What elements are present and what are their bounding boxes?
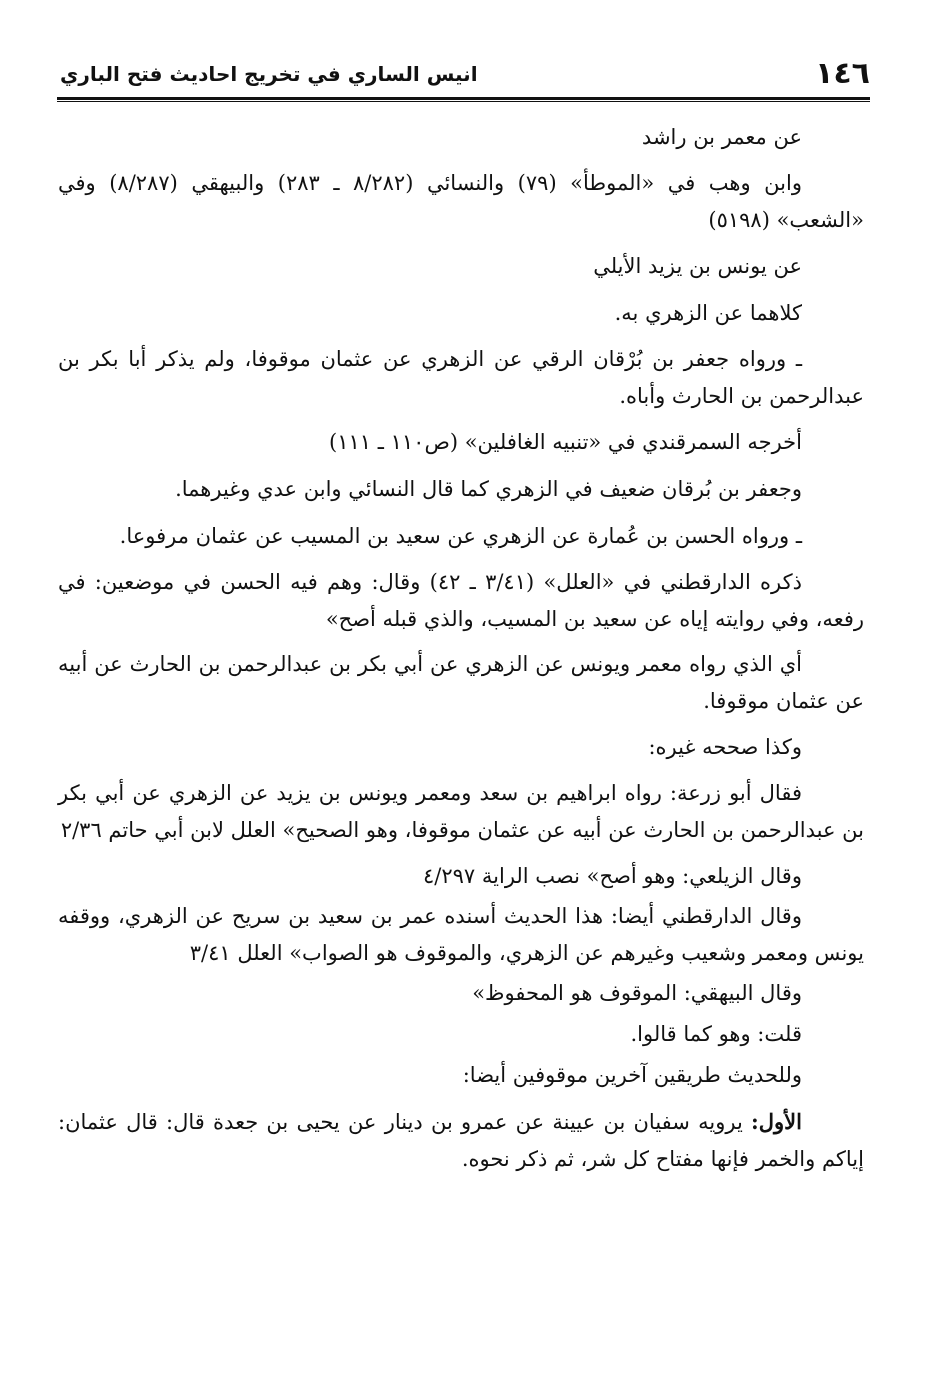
paragraph-10: أي الذي رواه معمر ويونس عن الزهري عن أبي بكر بن عبدالرحمن بن الحارث عن أبيه عن عثمان موقوفا. <box>58 652 864 713</box>
paragraph-8: ـ ورواه الحسن بن عُمارة عن الزهري عن سعيد بن المسيب عن عثمان مرفوعا. <box>119 524 802 548</box>
paragraph-18 <box>58 1103 864 1178</box>
page-number: ١٤٦ <box>815 56 870 91</box>
paragraph-15: وقال البيهقي: الموقوف هو المحفوظ» <box>472 981 802 1005</box>
paragraph-2: وابن وهب في «الموطأ» (٧٩) والنسائي (٨/٢٨٢ ـ ٢٨٣) والبيهقي (٨/٢٨٧) وفي «الشعب» (٥١٩٨) <box>58 171 864 232</box>
running-title: انيس الساري في تخريج احاديث فتح الباري <box>60 62 478 86</box>
paragraph-11: وكذا صححه غيره: <box>648 735 802 759</box>
paragraph-4: كلاهما عن الزهري به. <box>614 301 802 325</box>
paragraph-18-lead: الأول: <box>751 1109 802 1134</box>
paragraph-7: وجعفر بن بُرقان ضعيف في الزهري كما قال النسائي وابن عدي وغيرهما. <box>175 477 802 501</box>
paragraph-14: وقال الدارقطني أيضا: هذا الحديث أسنده عمر بن سعيد بن سريح عن الزهري، ووقفه يونس ومعمر وشعيب وغيرهم عن الزهري، والموقوف هو الصواب» العلل ٣/٤١ <box>58 904 864 965</box>
paragraph-1: عن معمر بن راشد <box>641 125 802 149</box>
paragraph-12: فقال أبو زرعة: رواه ابراهيم بن سعد ومعمر ويونس بن يزيد عن الزهري عن أبي بكر بن عبدالرحمن بن الحارث عن أبيه عن عثمان موقوفا، وهو الصحيح» العلل لابن أبي حاتم ٢/٣٦ <box>58 781 864 842</box>
page-header <box>60 55 870 95</box>
paragraph-9: ذكره الدارقطني في «العلل» (٣/٤١ ـ ٤٢) وقال: وهم فيه الحسن في موضعين: في رفعه، وفي روايته إياه عن سعيد بن المسيب، والذي قبله أصح» <box>58 570 864 631</box>
paragraph-17: وللحديث طريقين آخرين موقوفين أيضا: <box>462 1063 802 1087</box>
paragraph-16: قلت: وهو كما قالوا. <box>630 1022 802 1046</box>
page-body <box>58 118 864 1186</box>
paragraph-13: وقال الزيلعي: وهو أصح» نصب الراية ٤/٢٩٧ <box>423 864 802 888</box>
paragraph-3: عن يونس بن يزيد الأيلي <box>593 254 802 278</box>
paragraph-5: ـ ورواه جعفر بن بُرْقان الرقي عن الزهري عن عثمان موقوفا، ولم يذكر أبا بكر بن عبدالرحمن بن الحارث وأباه. <box>58 347 864 408</box>
paragraph-6: أخرجه السمرقندي في «تنبيه الغافلين» (ص١١٠ ـ ١١١) <box>329 430 802 454</box>
header-rule <box>57 97 870 100</box>
paragraph-18-text: يرويه سفيان بن عيينة عن عمرو بن دينار عن يحيى بن جعدة قال: قال عثمان: إياكم والخمر فإنها مفتاح كل شر، ثم ذكر نحوه. <box>58 1110 864 1171</box>
header-rule-thin <box>57 101 870 102</box>
